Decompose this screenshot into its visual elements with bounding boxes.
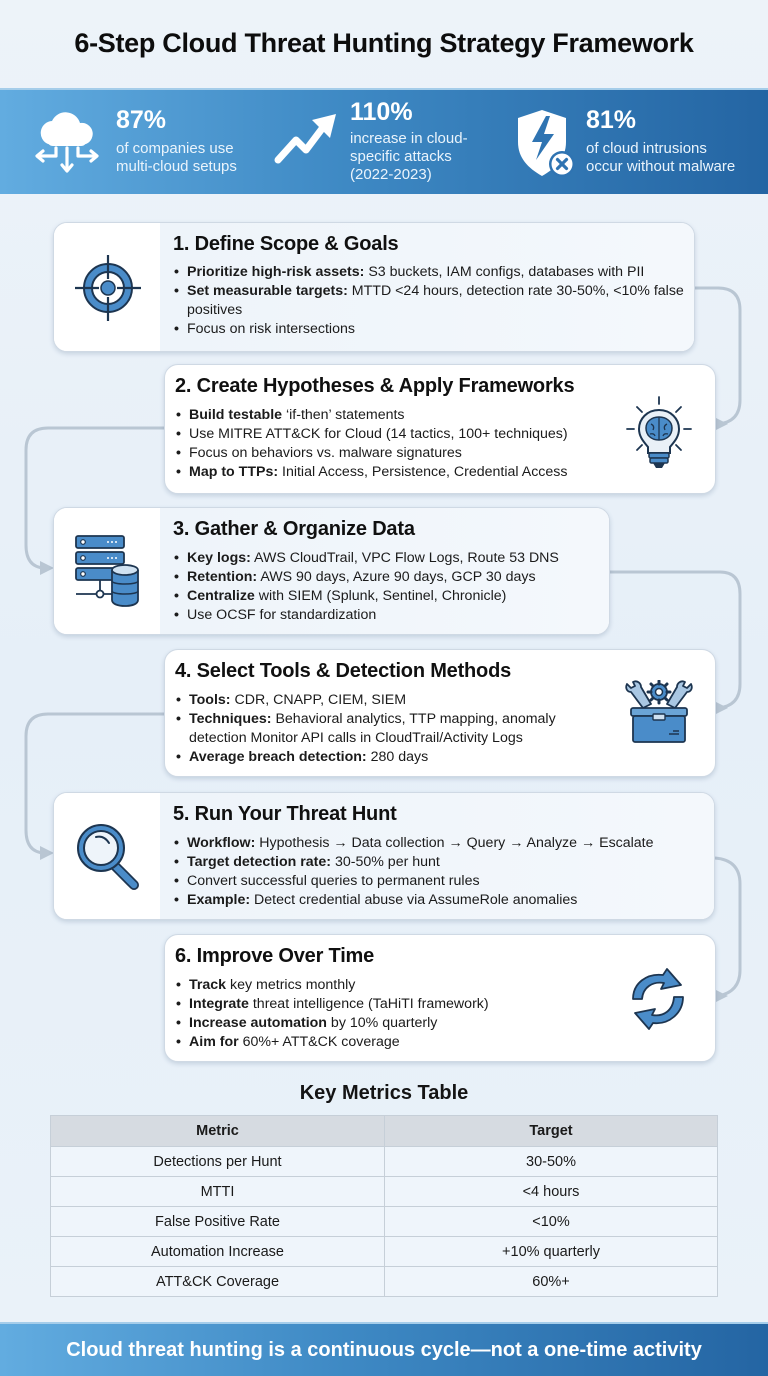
stat-desc-line: of cloud intrusions [586, 140, 707, 157]
bullet [175, 748, 715, 767]
step-text-panel [160, 793, 714, 919]
step-card-6 [164, 934, 716, 1062]
bullet [173, 834, 714, 853]
bullet-text: Detect credential abuse via AssumeRole anomalies [250, 892, 578, 908]
stat-desc-line: specific attacks [350, 148, 452, 165]
table-row [51, 1237, 718, 1267]
bullet-text: ‘if-then’ statements [282, 407, 405, 423]
stats-band [0, 88, 768, 194]
stat-value: 87% [116, 106, 167, 134]
bullet [175, 1033, 715, 1052]
step-title: 4. Select Tools & Detection Methods [175, 660, 512, 682]
bullet [173, 263, 694, 282]
bullet-bold: Increase automation [189, 1015, 327, 1031]
bullet-bold: Retention: [187, 569, 258, 585]
table-cell: +10% quarterly [385, 1237, 718, 1267]
bullet-text: 60%+ ATT&CK coverage [238, 1034, 400, 1050]
bullet-bold: Aim for [189, 1034, 239, 1050]
server-database-icon [72, 532, 144, 608]
stat-attack-increase [256, 90, 506, 196]
step-card-2 [164, 364, 716, 494]
table-cell: False Positive Rate [51, 1207, 385, 1237]
bullet-text: AWS CloudTrail, VPC Flow Logs, Route 53 DNS [250, 550, 559, 566]
step-icon-panel [54, 793, 160, 919]
step-title: 6. Improve Over Time [175, 945, 375, 967]
bullet-bold: Integrate [189, 996, 249, 1012]
table-cell: <10% [385, 1207, 718, 1237]
trend-up-icon [272, 110, 342, 166]
bullet-text: Convert successful queries to permanent rules [187, 873, 480, 889]
stat-desc-line: occur without malware [586, 158, 736, 175]
stat-desc [350, 130, 500, 184]
table-row [51, 1267, 718, 1297]
bullet [173, 587, 609, 606]
magnifier-icon [74, 821, 144, 893]
table-cell: MTTI [51, 1177, 385, 1207]
bullet-text: by 10% quarterly [326, 1015, 438, 1031]
bullet [173, 320, 694, 339]
bullet-text: AWS 90 days, Azure 90 days, GCP 30 days [257, 569, 536, 585]
bullet-bold: Tools: [189, 692, 231, 708]
bullet-bold: Centralize [187, 588, 255, 604]
bullet-bold: Key logs: [187, 550, 251, 566]
lightbulb-brain-icon [623, 395, 695, 471]
stat-desc [586, 140, 766, 176]
bullet-bold: Track [189, 977, 227, 993]
step-icon-panel [54, 223, 160, 351]
stat-value: 81% [586, 106, 637, 134]
step-card-3 [53, 507, 610, 635]
table-cell: ATT&CK Coverage [51, 1267, 385, 1297]
bullet [173, 872, 714, 891]
stat-value: 110% [350, 98, 413, 126]
bullet-text: key metrics monthly [226, 977, 356, 993]
bullet-text: with SIEM (Splunk, Sentinel, Chronicle) [254, 588, 507, 604]
refresh-cycle-icon [623, 967, 693, 1033]
bullet-text: CDR, CNAPP, CIEM, SIEM [230, 692, 407, 708]
bullet-text: MTTD <24 hours, detection rate 30-50%, <10% false positives [187, 283, 684, 318]
bullet-text: Behavioral analytics, TTP mapping, anomaly detection Monitor API calls in CloudTrail/Activity Logs [189, 711, 556, 746]
multi-cloud-icon [30, 110, 104, 176]
step-text-panel [160, 223, 694, 351]
stat-desc-line: increase in cloud- [350, 130, 468, 147]
stat-malware-free [506, 90, 768, 196]
bullet-bold: Target detection rate: [187, 854, 332, 870]
table-row [51, 1207, 718, 1237]
bullet-text: 30-50% per hunt [331, 854, 440, 870]
table-row [51, 1147, 718, 1177]
bullet-text: Use MITRE ATT&CK for Cloud (14 tactics, 100+ techniques) [189, 426, 568, 442]
page-title: 6-Step Cloud Threat Hunting Strategy Framework [74, 28, 694, 58]
bullet-text: threat intelligence (TaHiTI framework) [248, 996, 489, 1012]
bullet [173, 853, 714, 872]
step-title: 1. Define Scope & Goals [173, 233, 399, 255]
step-card-5 [53, 792, 715, 920]
bullet-bold: Workflow: [187, 835, 256, 851]
metrics-table-title: Key Metrics Table [299, 1082, 469, 1104]
step-text-panel [160, 508, 609, 634]
bullet-bold: Techniques: [189, 711, 272, 727]
arrow-head [40, 561, 54, 575]
bullet [173, 549, 609, 568]
bullet [173, 568, 609, 587]
bullet-bold: Average breach detection: [189, 749, 367, 765]
stat-desc-line: (2022-2023) [350, 166, 432, 183]
stat-desc [116, 140, 256, 176]
step-card-4 [164, 649, 716, 777]
target-icon [73, 253, 143, 323]
column-header-metric: Metric [51, 1116, 385, 1147]
table-cell: 60%+ [385, 1267, 718, 1297]
step-title: 3. Gather & Organize Data [173, 518, 415, 540]
bullet-text: Focus on behaviors vs. malware signatures [189, 445, 462, 461]
table-cell: 30-50% [385, 1147, 718, 1177]
stat-multi-cloud [0, 90, 256, 196]
step-title: 2. Create Hypotheses & Apply Frameworks [175, 375, 575, 397]
column-header-target: Target [385, 1116, 718, 1147]
arrow-head [40, 846, 54, 860]
metrics-table [50, 1115, 718, 1297]
footer-banner: Cloud threat hunting is a continuous cycle—not a one-time activity [0, 1322, 768, 1376]
step-card-1 [53, 222, 695, 352]
step-title: 5. Run Your Threat Hunt [173, 803, 397, 825]
bullet-bold: Build testable [189, 407, 283, 423]
bullet [173, 282, 693, 320]
table-header-row [51, 1116, 718, 1147]
bullet-text: Use OCSF for standardization [187, 607, 377, 623]
bullet-bold: Map to TTPs: [189, 464, 279, 480]
step-bullets [173, 549, 609, 625]
bullet-text: Initial Access, Persistence, Credential Access [278, 464, 568, 480]
stat-desc-line: of companies use [116, 140, 234, 157]
table-row [51, 1177, 718, 1207]
arrow-head [714, 701, 728, 715]
table-cell: Automation Increase [51, 1237, 385, 1267]
bullet-text: Hypothesis → Data collection → Query → Analyze → Escalate [255, 835, 654, 851]
table-cell: <4 hours [385, 1177, 718, 1207]
bullet-bold: Prioritize high-risk assets: [187, 264, 365, 280]
step-bullets [173, 834, 714, 910]
bullet-text: S3 buckets, IAM configs, databases with PII [364, 264, 645, 280]
step-icon-panel [54, 508, 160, 634]
bullet [175, 710, 595, 748]
arrow-head [714, 989, 728, 1003]
stat-desc-line: multi-cloud setups [116, 158, 237, 175]
step-bullets [173, 263, 694, 339]
bullet-text: 280 days [366, 749, 429, 765]
table-cell: Detections per Hunt [51, 1147, 385, 1177]
arrow-head [714, 417, 728, 431]
bullet-bold: Set measurable targets: [187, 283, 348, 299]
bullet-text: Focus on risk intersections [187, 321, 355, 337]
bullet [173, 606, 609, 625]
bullet-bold: Example: [187, 892, 251, 908]
shield-alert-icon [512, 108, 580, 180]
toolbox-icon [623, 680, 695, 744]
bullet [173, 891, 714, 910]
